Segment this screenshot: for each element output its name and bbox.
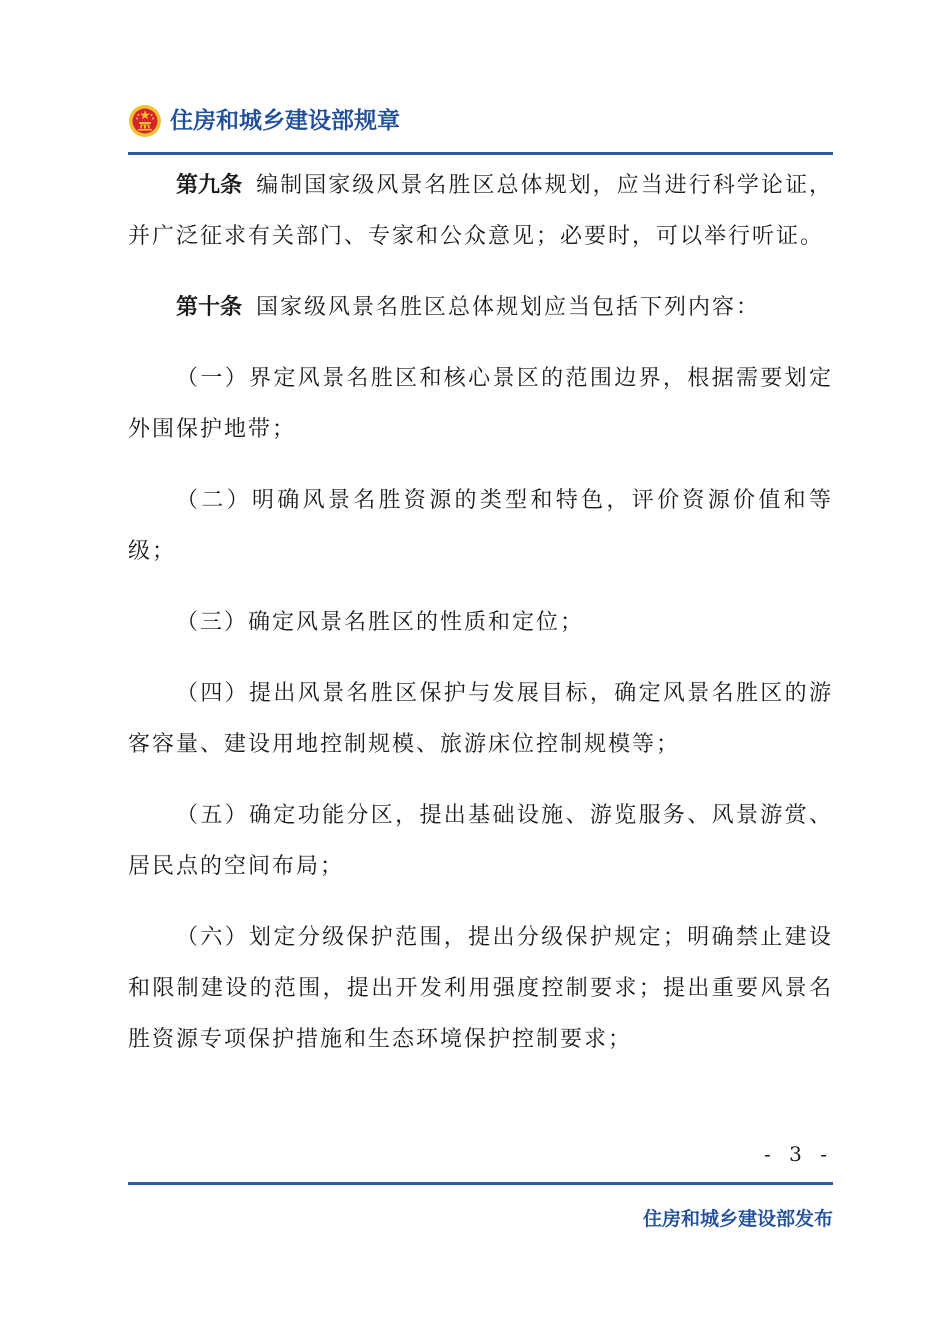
article-number: 第九条 [176,173,243,198]
document-body [128,160,833,1065]
list-item: （二）明确风景名胜资源的类型和特色，评价资源价值和等级； [128,488,833,564]
list-item: （四）提出风景名胜区保护与发展目标，确定风景名胜区的游客容量、建设用地控制规模、旅游床位控制规模等； [128,681,833,757]
article-text: 国家级风景名胜区总体规划应当包括下列内容： [256,295,761,320]
footer-divider [128,1182,833,1185]
article-9 [128,160,833,262]
page-header [128,102,833,142]
header-divider [128,152,833,155]
list-item: （一）界定风景名胜区和核心景区的范围边界，根据需要划定外围保护地带； [128,366,833,442]
article-10 [128,282,833,333]
article-number: 第十条 [176,295,243,320]
page-number: - 3 - [764,1142,833,1166]
list-item: （六）划定分级保护范围，提出分级保护规定；明确禁止建设和限制建设的范围，提出开发利用强度控制要求；提出重要风景名胜资源专项保护措施和生态环境保护控制要求； [128,925,833,1052]
national-emblem-icon [128,104,162,138]
article-text: 编制国家级风景名胜区总体规划，应当进行科学论证，并广泛征求有关部门、专家和公众意见；必要时，可以举行听证。 [128,173,833,249]
list-item: （五）确定功能分区，提出基础设施、游览服务、风景游赏、居民点的空间布局； [128,803,833,879]
footer-publisher: 住房和城乡建设部发布 [642,1208,833,1230]
list-item: （三）确定风景名胜区的性质和定位； [176,610,585,635]
header-title: 住房和城乡建设部规章 [170,108,400,134]
